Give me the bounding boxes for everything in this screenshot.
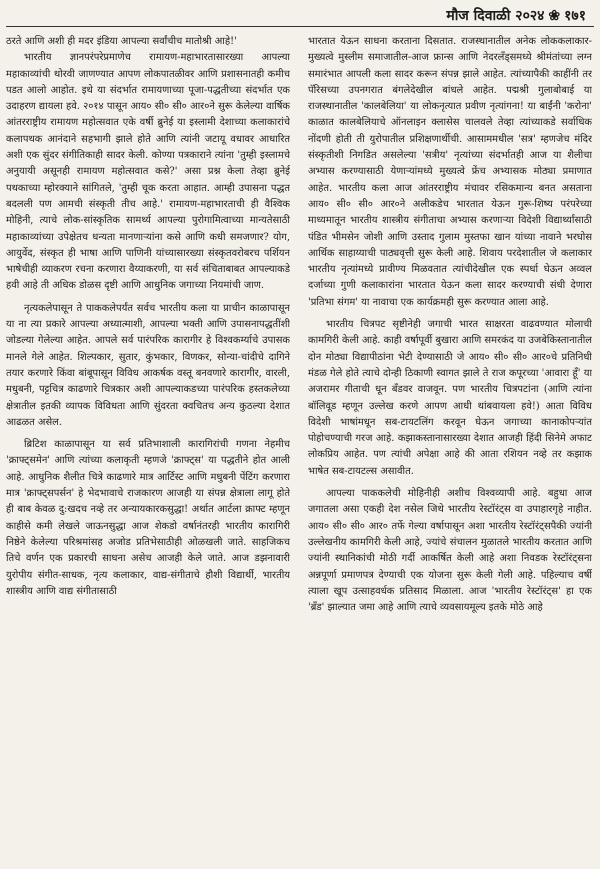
right-column bbox=[308, 34, 592, 865]
paragraph: ठरते आणि अशी ही मदर इंडिया आपल्या सर्वांचीच मातोश्री आहे!' bbox=[6, 36, 237, 47]
paragraph: भारतात येऊन साधना करताना दिसतात. राजस्थानातील अनेक लोककलाकार-मुख्यत्वे मुस्लीम समाजातील-आज फ्रान्स आणि नेदरलँड्समध्ये श्रीमंतांच्या लग्न समारंभात आपली कला सादर करून संपन्न झाले आहेत. त्यांच्यापैकी काहींनी तर पॅरिसच्या उपनगरात बंगलेदेखील बांधले आहेत. पद्मश्री गुलाबोबाई या राजस्थानातील 'कालबेलिया' या लोकनृत्यात प्रवीण नृत्यांगना! या बाईंनी 'करोना' काळात कालबेलियाचे ऑनलाइन क्लासेस चालवले तेव्हा त्यांच्याकडे सर्वाधिक नोंदणी होती ती युरोपातील प्रशिक्षणार्थीची. आसाममधील 'सत्र' म्हणजेच मंदिर संस्कृतीशी निगडित असलेल्या 'सत्रीय' नृत्यांच्या संदर्भातही आज या शैलीचा अभ्यास करण्यासाठी येणाऱ्यांमध्ये मुख्यत्वे फ्रेंच अभ्यासक मोठ्या प्रमाणात आहेत. भारतीय कला आज आंतरराष्ट्रीय मंचावर रसिकमान्य बनत असताना आय० सी० सी० आर०ने अलीकडेच भारतात येऊन गुरू-शिष्य परंपरेच्या माध्यमातून भारतीय शास्त्रीय संगीताचा अभ्यास करणाऱ्या विदेशी विद्यार्थ्यांसाठी पंडित भीमसेन जोशी आणि उस्ताद गुलाम मुस्तफा खान यांच्या नावाने भरघोस आर्थिक साहाय्याची पाठ्यवृत्ती सुरू केली आहे. शिवाय परदेशातील जे कलाकार भारतीय नृत्यांमध्ये प्रावीण्य मिळवतात त्यांचीदेखील एक स्पर्धा घेऊन अव्वल दर्जाच्या गुणी कलाकारांना भारतात येऊन कला सादर करण्याची संधी देणारा 'प्रतिभा संगम' या नावाचा एक कार्यक्रमही सुरू करण्यात आला आहे. bbox=[308, 36, 592, 308]
page-number: १७१ bbox=[564, 8, 586, 24]
paragraph: भारतीय चित्रपट सृष्टीनेही जगाची भारत साक्षरता वाढवण्यात मोलाची कामगिरी केली आहे. काही वर्षापूर्वी बुखारा आणि समरकंद या उजबेकिस्तानातील दोन मोठ्या विद्यापीठांना भेटी देण्यासाठी जे आय० सी० सी० आर०चे प्रतिनिधी मंडळ गेले होते त्याचे दोन्ही ठिकाणी स्वागत झाले ते राज कपूरच्या 'आवारा हूँ' या अजरामर गीताची धून बँडवर वाजवून. पण भारतीय चित्रपटांना (आणि त्यांना बॉलिवूड म्हणून उल्लेख करणे आपण आधी थांबवायला हवे!) आता विविध विदेशी भाषांमधून सब-टायटलिंग करवून घेऊन जगाच्या कानाकोपऱ्यांत पोहोचण्याची गरज आहे. कझाकस्तानासारख्या देशात आजही हिंदी सिनेमे अफाट लोकप्रिय आहेत. पण त्यांची अपेक्षा आहे की आता रशियन नव्हे तर कझाक भाषेत सब-टायटल्स असावीत. bbox=[308, 319, 592, 477]
left-column bbox=[6, 34, 290, 865]
ornament-icon: ❀ bbox=[548, 7, 561, 24]
paragraph: भारतीय ज्ञानपरंपरेप्रमाणेच रामायण-महाभारतासारख्या आपल्या महाकाव्यांची थोरवी जाणण्यात आपण लोकपातळीवर आणि प्रशासनातही कमीच पडत आलो आहोत. इथे या संदर्भात रामायणाच्या पूजा-पद्धतीच्या संदर्भात एक उदाहरण द्यायला हवे. २०१४ पासून आय० सी० सी० आर०ने सुरू केलेल्या वार्षिक आंतरराष्ट्रीय रामायण महोत्सवात एके वर्षी ब्रुनेई या इस्लामी देशाच्या कलाकारांचे कलापथक आनंदाने सहभागी झाले होते आणि त्यांनी जटायू वधावर आधारित अशी एक सुंदर संगीतिकाही सादर केली. कोण्या पत्रकाराने त्यांना 'तुम्ही इस्लामचे अनुयायी असूनही रामायण महोत्सवात कसे?' असा प्रश्न केला तेव्हा ब्रुनेई पथकाच्या म्होरक्याने सांगितले, 'तुम्ही चूक करता आहात. आम्ही उपासना पद्धत बदलली पण आमची संस्कृती तीच आहे.' रामायण-महाभारताची ही वैश्विक मोहिनी, त्याचे लोक-सांस्कृतिक सामर्थ्य आपल्या पुरोगामित्वाच्या मान्यतेसाठी महाकाव्यांच्या उपेक्षेतच धन्यता मानणाऱ्यांना कसे आणि कधी समजणार? योग, आयुर्वेद, संस्कृत ही भाषा आणि पाणिनी यांच्यासारख्या संस्कृतवरोबरच पर्शियन भाषेचीही व्याकरण रचना करणारा वैय्याकरणी, या सर्व संचिताबाबत आपल्याकडे हवी आहे ती अधिक डोळस दृष्टी आणि आधुनिक जगाच्या नियमांची जाण. bbox=[6, 52, 290, 292]
header-rule bbox=[6, 26, 594, 27]
paragraph: ब्रिटिश काळापासून या सर्व प्रतिभाशाली कारागिरांची गणना नेहमीच 'क्राफ्ट्समेन' आणि त्यांच्या कलाकृती म्हणजे 'क्राफ्ट्स' या पद्धतीने होत आली आहे. आधुनिक शैलीत चित्रे काढणारे मात्र आर्टिस्ट आणि मधुबनी पेंटिंग करणारा मात्र 'क्राफ्ट्सपर्सन' हे भेदभावाचे राजकारण आजही या संपन्न क्षेत्राला लागू होते ही बाब केवळ दु:खदच नव्हे तर अन्यायकारकसुद्धा! अर्थात आर्टला क्राफ्ट म्हणून काहीसे कमी लेखले जाऊनसुद्धा आज शेकडो वर्षानंतरही भारतीय कारागिरी निष्ठेने केलेल्या परिश्रमांसह अजोड प्रतिभेसाठीही ओळखली जाते. साहजिकच तिचे वर्णन एक प्रकारची साधना असेच आजही केले जाते. आज डझनावारी युरोपीय संगीत-साधक, नृत्य कलाकार, वाद्य-संगीताचे हौशी विद्यार्थी, भारतीय शास्त्रीय आणि वाद्य संगीतासाठी bbox=[6, 439, 290, 597]
paragraph: आपल्या पाककलेची मोहिनीही अशीच विश्वव्यापी आहे. बहुधा आज जगातला असा एकही देश नसेल जिथे भारतीय रेस्टॉरंट्स वा उपाहारगृहे नाहीत. आय० सी० सी० आर० तर्फे गेल्या वर्षापासून अशा भारतीय रेस्टॉरंट्सपैकी ज्यांनी उल्लेखनीय कामगिरी केली आहे, ज्यांचे संचालन मुळातले भारतीय करतात आणि ज्यांनी स्थानिकांची मोठी गर्दी आकर्षित केली आहे अशा निवडक रेस्टॉरंट्सना अन्नपूर्णा प्रमाणपत्र देण्याची एक योजना सुरू केली गेली आहे. पहिल्याच वर्षी त्याला खूप उत्साहवर्धक प्रतिसाद मिळाला. आज 'भारतीय रेस्टॉरंट्स' हा एक 'ब्रँड' झाल्यात जमा आहे आणि त्याचे व्यवसायमूल्य इतके मोठे आहे bbox=[308, 488, 592, 614]
magazine-title: मौज दिवाळी २०२४ bbox=[446, 8, 545, 24]
paragraph: नृत्यकलेपासून ते पाककलेपर्यंत सर्वच भारतीय कला या प्राचीन काळापासून या ना त्या प्रकारे आपल्या अध्यात्माशी, आपल्या भक्ती आणि उपासनापद्धतींशी जोडल्या गेलेल्या आहेत. आपले सर्व पारंपरिक कारागीर हे विश्वकर्म्याचे उपासक मानले गेले आहेत. शिल्पकार, सुतार, कुंभकार, विणकर, सोन्या-चांदीचे दागिने तयार करणारे किंवा बांबूपासून विविध आकर्षक वस्तू बनवणारे कारागीर, वारली, मधुबनी, पट्टचित्र काढणारे चित्रकार अशी आपल्याकडच्या पारंपरिक हस्तकलेच्या क्षेत्रातील इतकी व्यापक विविधता आणि सुंदरता क्वचितच अन्य कुठल्या देशात आढळत असेल. bbox=[6, 302, 290, 428]
page-header bbox=[446, 6, 586, 25]
